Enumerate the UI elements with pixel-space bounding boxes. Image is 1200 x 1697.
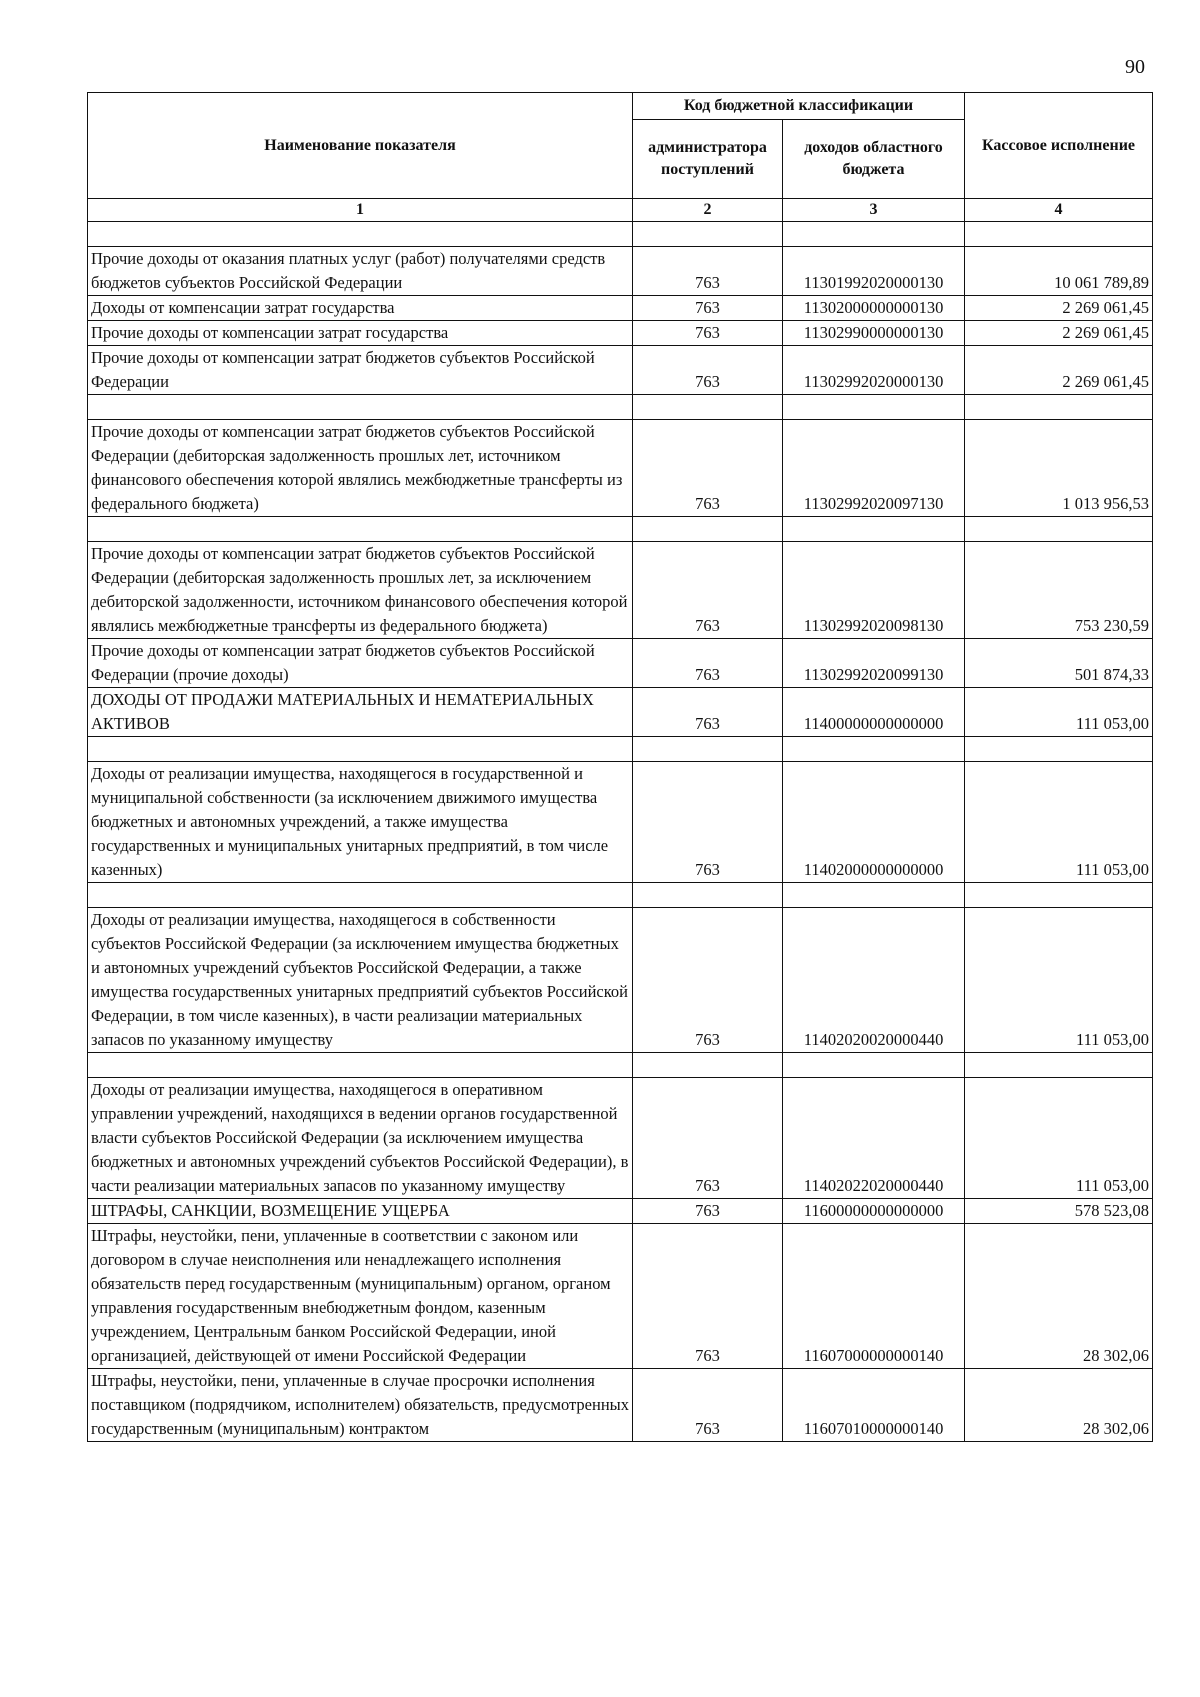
spacer-row (88, 517, 1153, 542)
budget-code: 11302992020099130 (783, 639, 965, 688)
administrator-code: 763 (633, 346, 783, 395)
administrator-code: 763 (633, 688, 783, 737)
spacer-row (88, 395, 1153, 420)
table-row (88, 1224, 1153, 1369)
column-number-1: 1 (88, 199, 633, 222)
header-regional-revenue-code: доходов областного бюджета (783, 120, 965, 199)
spacer-row (88, 737, 1153, 762)
spacer-row (88, 883, 1153, 908)
indicator-name: Прочие доходы от компенсации затрат государства (88, 321, 633, 346)
budget-code: 11402020020000440 (783, 908, 965, 1053)
column-number-2: 2 (633, 199, 783, 222)
budget-code: 11302992020000130 (783, 346, 965, 395)
table-row (88, 1078, 1153, 1199)
cash-amount: 28 302,06 (965, 1369, 1153, 1442)
administrator-code: 763 (633, 762, 783, 883)
header-cash-execution: Кассовое исполнение (965, 93, 1153, 199)
cash-amount: 2 269 061,45 (965, 321, 1153, 346)
administrator-code: 763 (633, 420, 783, 517)
table-row (88, 420, 1153, 517)
cash-amount: 2 269 061,45 (965, 296, 1153, 321)
cash-amount: 10 061 789,89 (965, 247, 1153, 296)
table-row (88, 542, 1153, 639)
administrator-code: 763 (633, 1369, 783, 1442)
budget-code: 11607010000000140 (783, 1369, 965, 1442)
budget-code: 11302992020098130 (783, 542, 965, 639)
indicator-name: Доходы от реализации имущества, находящегося в собственности субъектов Российской Федерации (за исключением имущества бюджетных и автономных учреждений субъектов Российской Федерации, а также имущества государственных унитарных предприятий субъектов Российской Федерации, в том числе казенных), в части реализации материальных запасов по указанному имуществу (88, 908, 633, 1053)
indicator-name: Прочие доходы от компенсации затрат бюджетов субъектов Российской Федерации (дебиторская задолженность прошлых лет, источником финансового обеспечения которой являлись межбюджетные трансферты из федерального бюджета) (88, 420, 633, 517)
indicator-name: ДОХОДЫ ОТ ПРОДАЖИ МАТЕРИАЛЬНЫХ И НЕМАТЕРИАЛЬНЫХ АКТИВОВ (88, 688, 633, 737)
indicator-name: Доходы от реализации имущества, находящегося в государственной и муниципальной собственности (за исключением движимого имущества бюджетных и автономных учреждений, а также имущества государственных и муниципальных унитарных предприятий, в том числе казенных) (88, 762, 633, 883)
page-number: 90 (1125, 56, 1145, 78)
indicator-name: Штрафы, неустойки, пени, уплаченные в соответствии с законом или договором в случае неисполнения или ненадлежащего исполнения обязательств перед государственным (муниципальным) органом, органом управления государственным внебюджетным фондом, казенным учреждением, Центральным банком Российской Федерации, иной организацией, действующей от имени Российской Федерации (88, 1224, 633, 1369)
cash-amount: 2 269 061,45 (965, 346, 1153, 395)
spacer-row (88, 1053, 1153, 1078)
indicator-name: Прочие доходы от компенсации затрат бюджетов субъектов Российской Федерации (88, 346, 633, 395)
table-row (88, 247, 1153, 296)
administrator-code: 763 (633, 1224, 783, 1369)
budget-code: 11301992020000130 (783, 247, 965, 296)
header-classification-code: Код бюджетной классификации (633, 93, 965, 120)
budget-code: 11402022020000440 (783, 1078, 965, 1199)
table-row (88, 296, 1153, 321)
administrator-code: 763 (633, 296, 783, 321)
header-administrator: администратора поступлений (633, 120, 783, 199)
indicator-name: Прочие доходы от компенсации затрат бюджетов субъектов Российской Федерации (дебиторская задолженность прошлых лет, за исключением дебиторской задолженности, источником финансового обеспечения которой являлись межбюджетные трансферты из федерального бюджета) (88, 542, 633, 639)
administrator-code: 763 (633, 908, 783, 1053)
spacer-row (88, 222, 1153, 247)
budget-code: 11402000000000000 (783, 762, 965, 883)
budget-code: 11302992020097130 (783, 420, 965, 517)
budget-code: 11400000000000000 (783, 688, 965, 737)
administrator-code: 763 (633, 639, 783, 688)
cash-amount: 501 874,33 (965, 639, 1153, 688)
revenue-table (87, 92, 1153, 1442)
budget-code: 11600000000000000 (783, 1199, 965, 1224)
cash-amount: 578 523,08 (965, 1199, 1153, 1224)
administrator-code: 763 (633, 1078, 783, 1199)
cash-amount: 753 230,59 (965, 542, 1153, 639)
budget-code: 11302000000000130 (783, 296, 965, 321)
column-number-3: 3 (783, 199, 965, 222)
cash-amount: 1 013 956,53 (965, 420, 1153, 517)
cash-amount: 111 053,00 (965, 762, 1153, 883)
table-row (88, 346, 1153, 395)
header-indicator-name: Наименование показателя (88, 93, 633, 199)
column-number-4: 4 (965, 199, 1153, 222)
table-row (88, 908, 1153, 1053)
table-row (88, 321, 1153, 346)
table-row (88, 639, 1153, 688)
indicator-name: Прочие доходы от компенсации затрат бюджетов субъектов Российской Федерации (прочие доходы) (88, 639, 633, 688)
administrator-code: 763 (633, 1199, 783, 1224)
indicator-name: Доходы от компенсации затрат государства (88, 296, 633, 321)
administrator-code: 763 (633, 321, 783, 346)
table-row (88, 688, 1153, 737)
table-row (88, 1199, 1153, 1224)
administrator-code: 763 (633, 247, 783, 296)
indicator-name: Прочие доходы от оказания платных услуг (работ) получателями средств бюджетов субъектов Российской Федерации (88, 247, 633, 296)
table-row (88, 762, 1153, 883)
budget-code: 11302990000000130 (783, 321, 965, 346)
indicator-name: ШТРАФЫ, САНКЦИИ, ВОЗМЕЩЕНИЕ УЩЕРБА (88, 1199, 633, 1224)
cash-amount: 111 053,00 (965, 908, 1153, 1053)
cash-amount: 28 302,06 (965, 1224, 1153, 1369)
indicator-name: Штрафы, неустойки, пени, уплаченные в случае просрочки исполнения поставщиком (подрядчиком, исполнителем) обязательств, предусмотренных государственным (муниципальным) контрактом (88, 1369, 633, 1442)
table-row (88, 1369, 1153, 1442)
indicator-name: Доходы от реализации имущества, находящегося в оперативном управлении учреждений, находящихся в ведении органов государственной власти субъектов Российской Федерации (за исключением имущества бюджетных и автономных учреждений субъектов Российской Федерации), в части реализации материальных запасов по указанному имуществу (88, 1078, 633, 1199)
cash-amount: 111 053,00 (965, 688, 1153, 737)
budget-code: 11607000000000140 (783, 1224, 965, 1369)
cash-amount: 111 053,00 (965, 1078, 1153, 1199)
administrator-code: 763 (633, 542, 783, 639)
